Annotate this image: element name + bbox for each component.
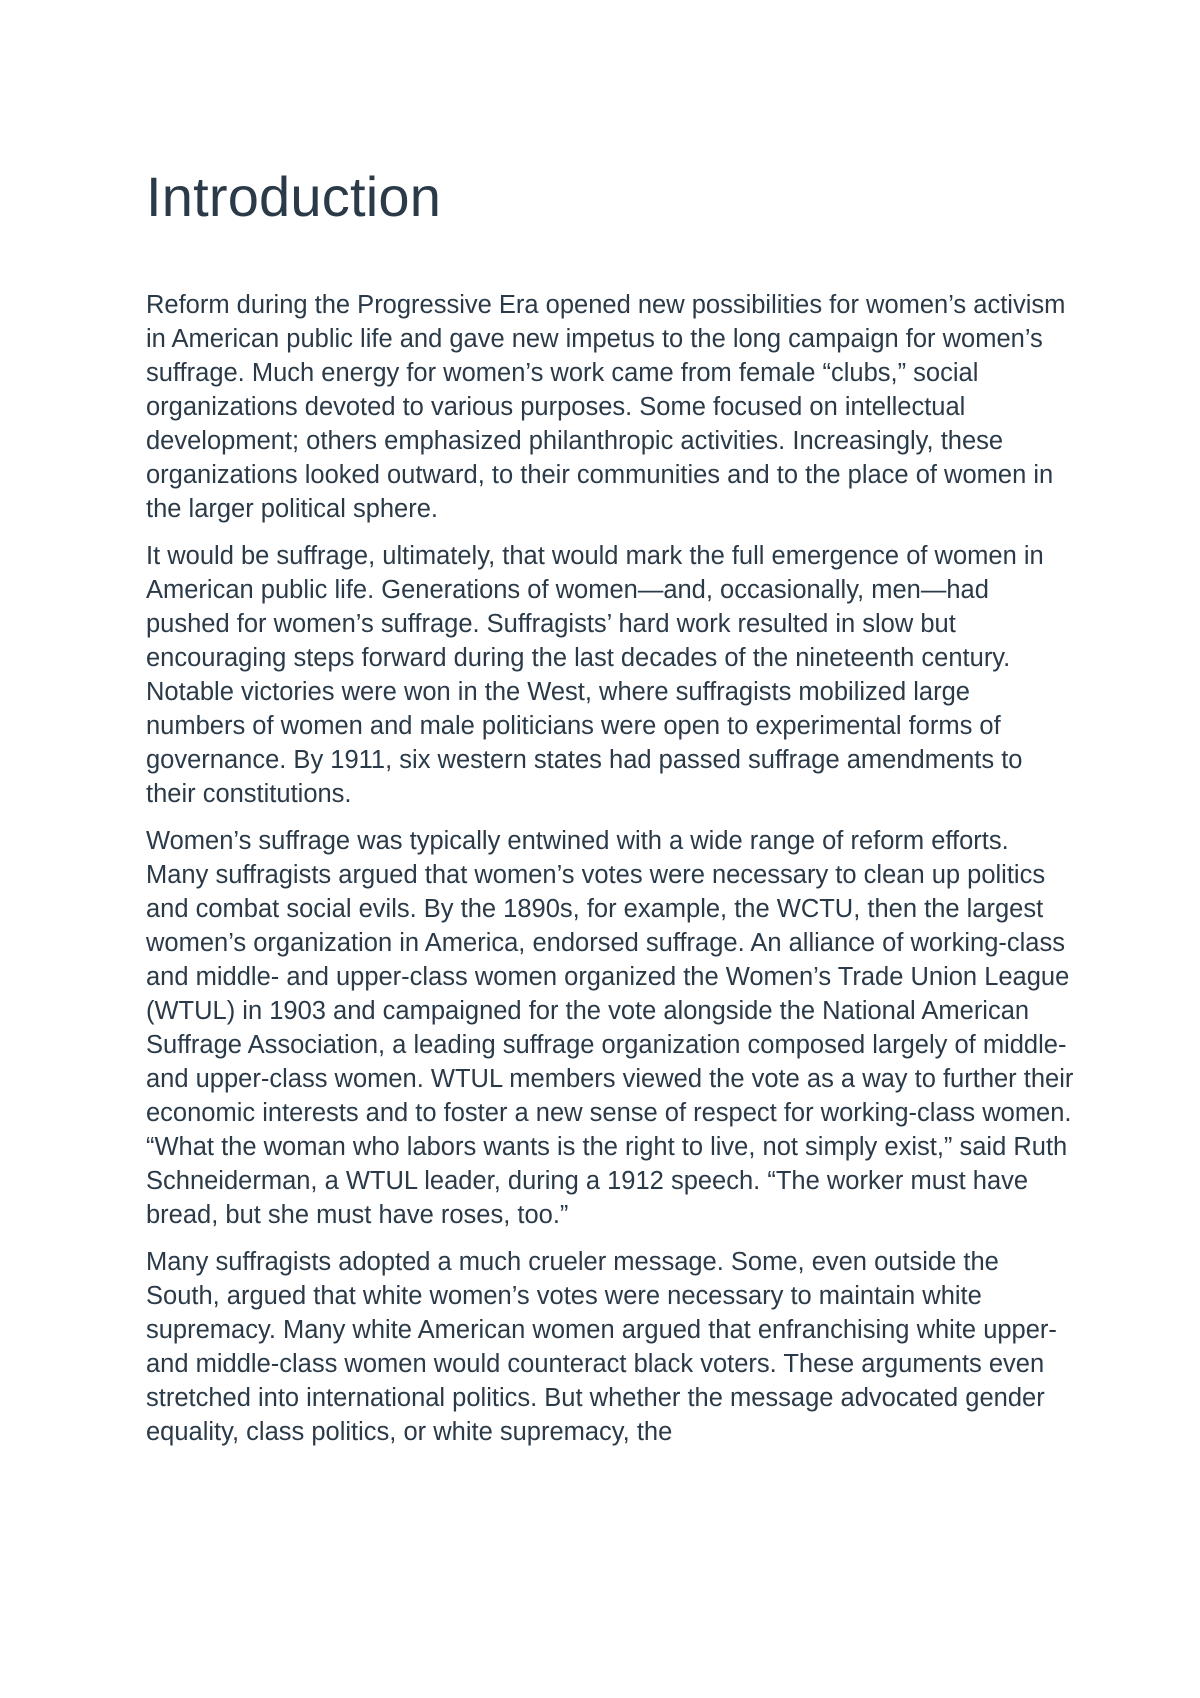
page-title: Introduction [146, 165, 442, 228]
paragraph-1: Reform during the Progressive Era opened new possibilities for women’s activism in American public life and gave new impetus to the long campaign for women’s suffrage. Much energy for women’s work came from female “clubs,” social organizations devoted to various purposes. Some focused on intellectual development; others emphasized philanthropic activities. Increasingly, these organizations looked outward, to their communities and to the place of women in the larger political sphere. [146, 291, 1066, 523]
paragraph-3: Women’s suffrage was typically entwined with a wide range of reform efforts. Many suffragists argued that women’s votes were necessary to clean up politics and combat social evils. By the 1890s, for example, the WCTU, then the largest women’s organization in America, endorsed suffrage. An alliance of working-class and middle- and upper-class women organized the Women’s Trade Union League (WTUL) in 1903 and campaigned for the vote alongside the National American Suffrage Association, a leading suffrage organization composed largely of middle- and upper-class women. WTUL members viewed the vote as a way to further their economic interests and to foster a new sense of respect for working-class women. “What the woman who labors wants is the right to live, not simply exist,” said Ruth Schneiderman, a WTUL leader, during a 1912 speech. “The worker must have bread, but she must have roses, too.” [146, 827, 1074, 1229]
paragraph-2: It would be suffrage, ultimately, that would mark the full emergence of women in American public life. Generations of women—and, occasionally, men—had pushed for women’s suffrage. Suffragists’ hard work resulted in slow but encouraging steps forward during the last decades of the nineteenth century. Notable victories were won in the West, where suffragists mobilized large numbers of women and male politicians were open to experimental forms of governance. By 1911, six western states had passed suffrage amendments to their constitutions. [146, 542, 1044, 808]
paragraph-4: Many suffragists adopted a much crueler message. Some, even outside the South, argued that white women’s votes were necessary to maintain white supremacy. Many white American women argued that enfranchising white upper- and middle-class women would counteract black voters. These arguments even stretched into international politics. But whether the message advocated gender equality, class politics, or white supremacy, the [146, 1248, 1057, 1446]
